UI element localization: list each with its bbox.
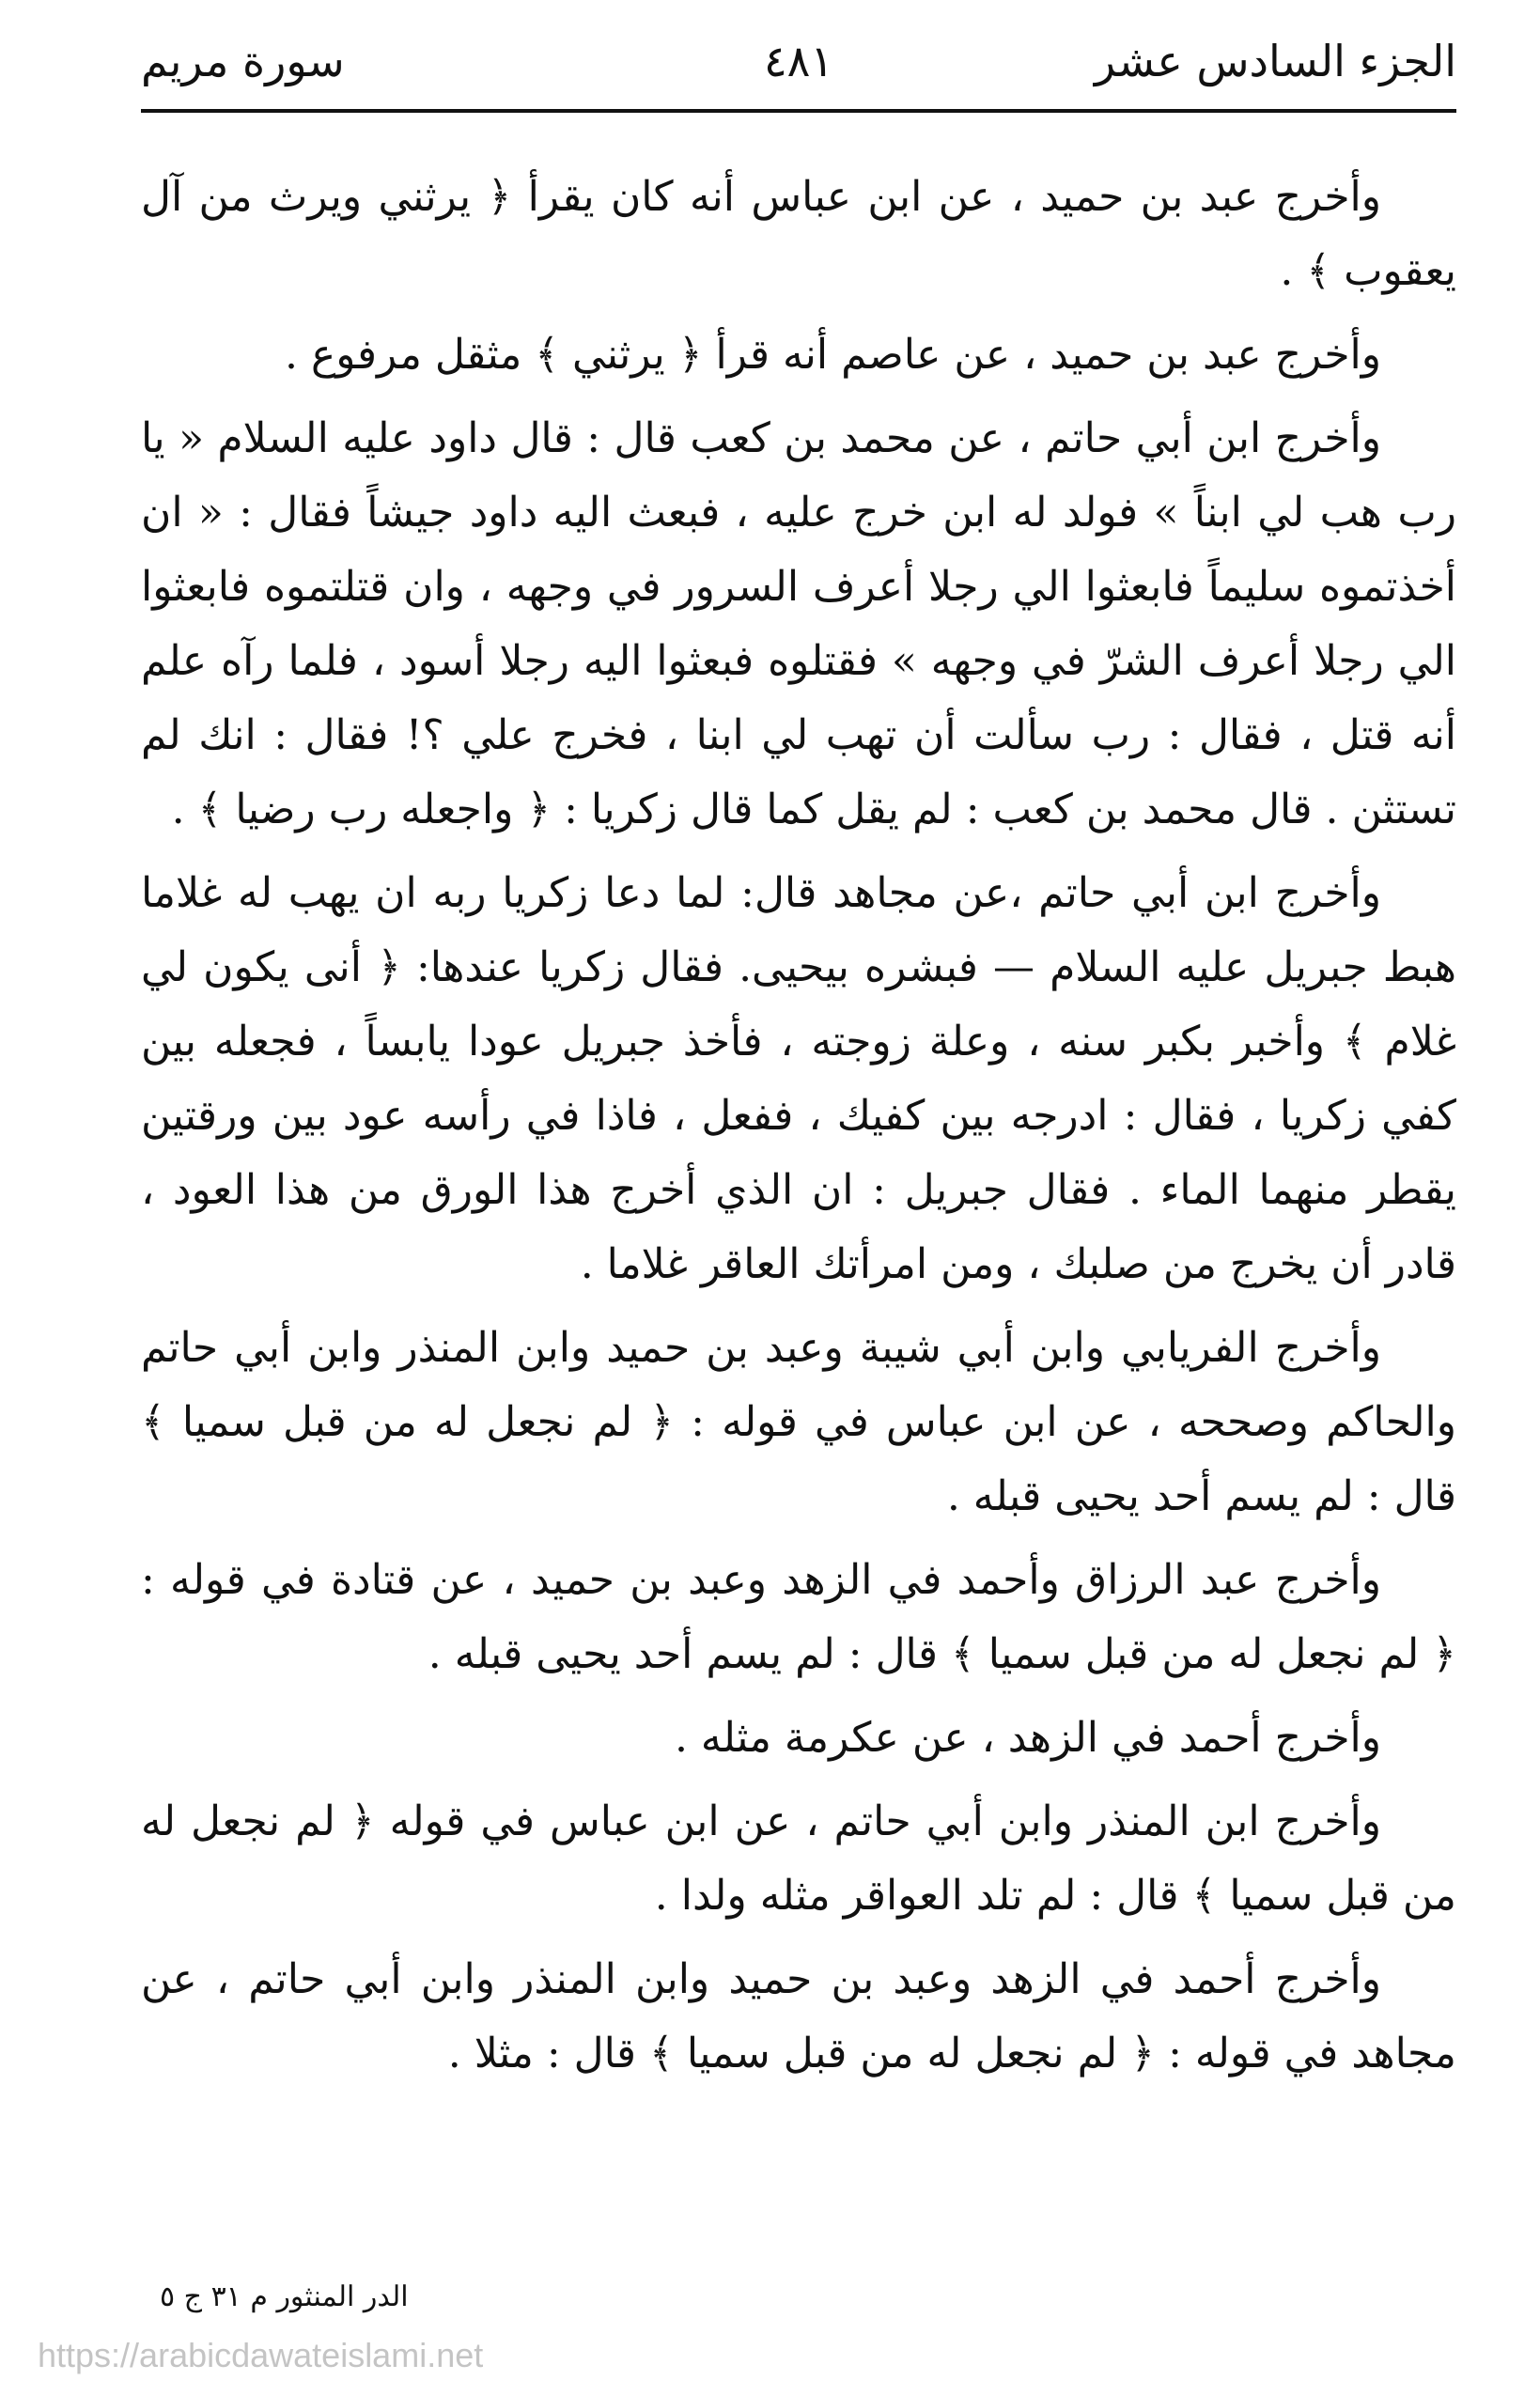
paragraph: وأخرج عبد الرزاق وأحمد في الزهد وعبد بن حميد ، عن قتادة في قوله : ﴿ لم نجعل له من قبل سميا ﴾ قال : لم يسم أحد يحيى قبله .	[141, 1556, 1456, 1678]
page-header	[141, 28, 1456, 103]
page-body	[141, 160, 1456, 2100]
paragraph: وأخرج الفريابي وابن أبي شيبة وعبد بن حميد وابن المنذر وابن أبي حاتم والحاكم وصححه ، عن ابن عباس في قوله : ﴿ لم نجعل له من قبل سميا ﴾ قال : لم يسم أحد يحيى قبله .	[141, 1324, 1456, 1520]
paragraph: وأخرج ابن أبي حاتم ، عن محمد بن كعب قال : قال داود عليه السلام « يا رب هب لي ابناً » فولد له ابن خرج عليه ، فبعث اليه داود جيشاً فقال : « ان أخذتموه سليماً فابعثوا الي رجلا أعرف السرور في وجهه ، وان قتلتموه فابعثوا الي رجلا أعرف الشرّ في وجهه » فقتلوه فبعثوا اليه رجلا أسود ، فلما رآه علم أنه قتل ، فقال : رب سألت أن تهب لي ابنا ، فخرج علي ؟! فقال : انك لم تستثن . قال محمد بن كعب : لم يقل كما قال زكريا : ﴿ واجعله رب رضيا ﴾ .	[141, 414, 1456, 833]
watermark-url: https://arabicdawateislami.net	[38, 2336, 484, 2374]
header-rule	[141, 109, 1456, 113]
part-title: الجزء السادس عشر	[1094, 36, 1456, 86]
page	[38, 28, 1456, 2374]
paragraph: وأخرج أحمد في الزهد وعبد بن حميد وابن المنذر وابن أبي حاتم ، عن مجاهد في قوله : ﴿ لم نجعل له من قبل سميا ﴾ قال : مثلا .	[141, 1955, 1456, 2077]
paragraph: وأخرج أحمد في الزهد ، عن عكرمة مثله .	[674, 1714, 1381, 1762]
paragraph: وأخرج ابن أبي حاتم ،عن مجاهد قال: لما دعا زكريا ربه ان يهب له غلاما هبط جبريل عليه السلام — فبشره بيحيى. فقال زكريا عندها: ﴿ أنى يكون لي غلام ﴾ وأخبر بكبر سنه ، وعلة زوجته ، فأخذ جبريل عودا يابساً ، فجعله بين كفي زكريا ، فقال : ادرجه بين كفيك ، ففعل ، فاذا في رأسه عود بين ورقتين يقطر منهما الماء . فقال جبريل : ان الذي أخرج هذا الورق من هذا العود ، قادر أن يخرج من صلبك ، ومن امرأتك العاقر غلاما .	[141, 869, 1456, 1288]
surah-title: سورة مريم	[141, 36, 345, 86]
page-number: ٤٨١	[763, 36, 834, 86]
page-footer	[38, 2279, 1456, 2374]
paragraph: وأخرج عبد بن حميد ، عن ابن عباس أنه كان يقرأ ﴿ يرثني ويرث من آل يعقوب ﴾ .	[141, 173, 1456, 295]
paragraph: وأخرج ابن المنذر وابن أبي حاتم ، عن ابن عباس في قوله ﴿ لم نجعل له من قبل سميا ﴾ قال : لم تلد العواقر مثله ولدا .	[141, 1797, 1456, 1920]
print-signature: الدر المنثور م ٣١ ج ٥	[160, 2280, 409, 2313]
paragraph: وأخرج عبد بن حميد ، عن عاصم أنه قرأ ﴿ يرثني ﴾ مثقل مرفوع .	[285, 331, 1381, 379]
